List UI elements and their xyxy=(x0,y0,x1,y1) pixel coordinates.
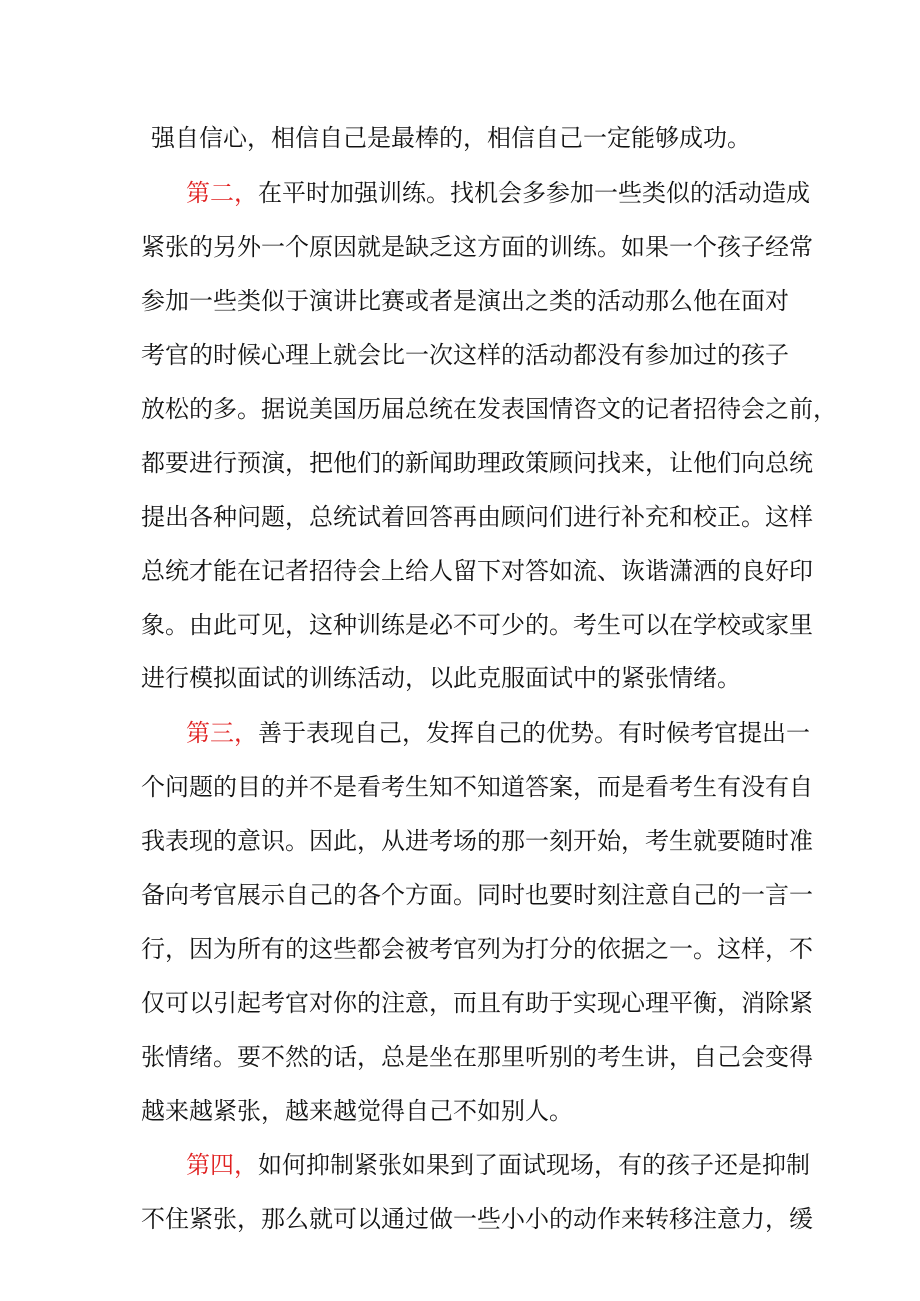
paragraph-2-line: 都要进行预演，把他们的新闻助理政策顾问找来，让他们向总统 xyxy=(141,449,813,477)
paragraph-2-line: 象。由此可见，这种训练是必不可少的。考生可以在学校或家里 xyxy=(141,611,813,639)
paragraph-3-line: 备向考官展示自己的各个方面。同时也要时刻注意自己的一言一 xyxy=(141,881,813,909)
paragraph-2-first-line xyxy=(186,178,810,208)
paragraph-2-line: 紧张的另外一个原因就是缺乏这方面的训练。如果一个孩子经常 xyxy=(141,233,813,261)
paragraph-3-line: 行，因为所有的这些都会被考官列为打分的依据之一。这样，不 xyxy=(141,935,813,963)
paragraph-2-line: 参加一些类似于演讲比赛或者是演出之类的活动那么他在面对 xyxy=(141,287,789,315)
paragraph-4-first-text: 如何抑制紧张如果到了面试现场，有的孩子还是抑制 xyxy=(258,1151,810,1179)
paragraph-4-lead: 第四， xyxy=(186,1151,258,1179)
paragraph-3-line: 我表现的意识。因此，从进考场的那一刻开始，考生就要随时准 xyxy=(141,827,813,855)
paragraph-3-first-text: 善于表现自己，发挥自己的优势。有时候考官提出一 xyxy=(258,719,810,747)
paragraph-4-first-line xyxy=(186,1150,810,1180)
paragraph-2-line: 考官的时候心理上就会比一次这样的活动都没有参加过的孩子 xyxy=(141,341,789,369)
paragraph-2-line: 总统才能在记者招待会上给人留下对答如流、诙谐潇洒的良好印 xyxy=(141,557,813,585)
paragraph-2-first-text: 在平时加强训练。找机会多参加一些类似的活动造成 xyxy=(258,179,810,207)
paragraph-3-line: 越来越紧张，越来越觉得自己不如别人。 xyxy=(141,1097,573,1125)
paragraph-4-line: 不住紧张，那么就可以通过做一些小小的动作来转移注意力，缓 xyxy=(141,1205,813,1233)
paragraph-3-first-line xyxy=(186,718,810,748)
paragraph-2-line: 提出各种问题，总统试着回答再由顾问们进行补充和校正。这样 xyxy=(141,503,813,531)
paragraph-3-line: 个问题的目的并不是看考生知不知道答案，而是看考生有没有自 xyxy=(141,773,813,801)
paragraph-3-line: 张情绪。要不然的话，总是坐在那里听别的考生讲，自己会变得 xyxy=(141,1043,813,1071)
paragraph-2-lead: 第二， xyxy=(186,179,258,207)
paragraph-2-line: 进行模拟面试的训练活动，以此克服面试中的紧张情绪。 xyxy=(141,664,741,692)
paragraph-fragment-line: 强自信心，相信自己是最棒的，相信自己一定能够成功。 xyxy=(151,124,751,152)
paragraph-2-line: 放松的多。据说美国历届总统在发表国情咨文的记者招待会之前， xyxy=(141,395,837,423)
paragraph-3-lead: 第三， xyxy=(186,719,258,747)
paragraph-3-line: 仅可以引起考官对你的注意，而且有助于实现心理平衡，消除紧 xyxy=(141,989,813,1017)
